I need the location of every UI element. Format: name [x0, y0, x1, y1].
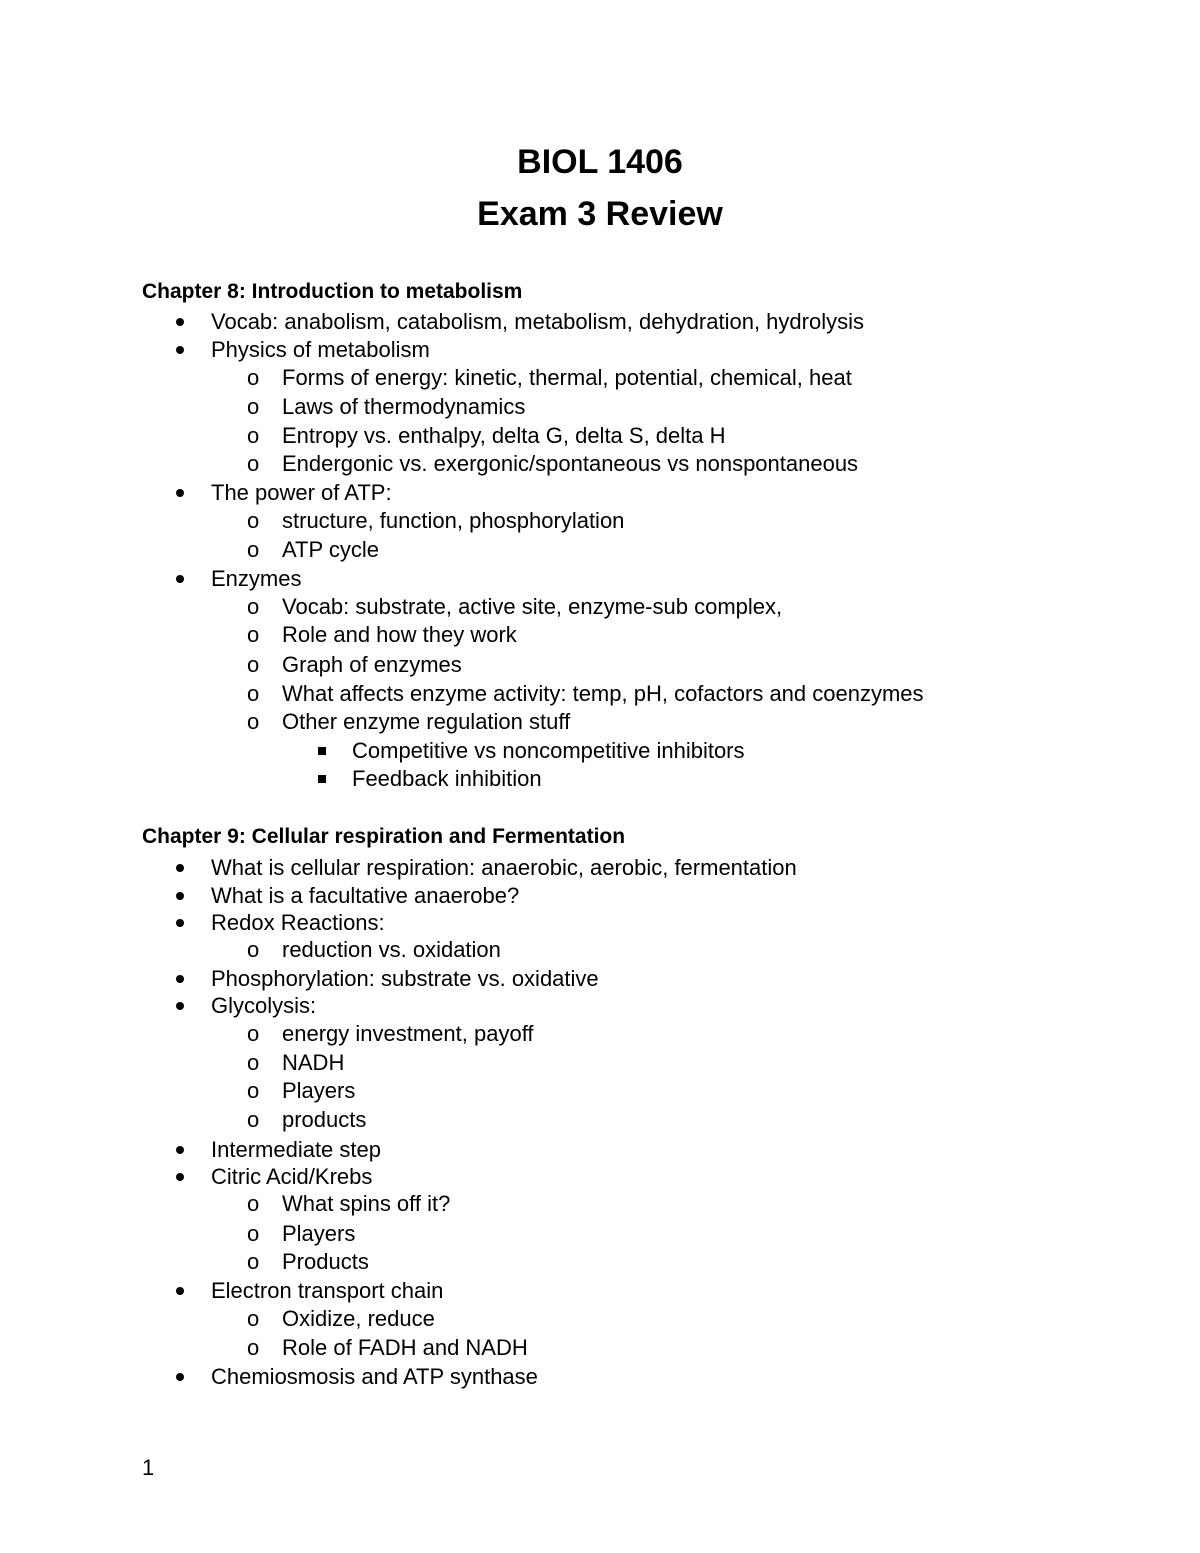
circle-bullet-icon: o — [247, 1306, 260, 1331]
list-item: Citric Acid/Krebs — [211, 1164, 373, 1189]
list-item: structure, function, phosphorylation — [282, 508, 625, 533]
circle-bullet-icon: o — [247, 652, 260, 677]
list-item: energy investment, payoff — [282, 1021, 534, 1046]
list-item: Graph of enzymes — [282, 652, 462, 677]
circle-bullet-icon: o — [247, 937, 260, 962]
list-item: Products — [282, 1249, 369, 1274]
list-item: Feedback inhibition — [352, 766, 542, 791]
list-item: Chemiosmosis and ATP synthase — [211, 1364, 538, 1389]
list-item: products — [282, 1107, 367, 1132]
list-item: Oxidize, reduce — [282, 1306, 435, 1331]
list-item: Players — [282, 1221, 356, 1246]
circle-bullet-icon: o — [247, 622, 260, 647]
list-item: What affects enzyme activity: temp, pH, cofactors and coenzymes — [282, 681, 924, 706]
circle-bullet-icon: o — [247, 709, 260, 734]
circle-bullet-icon: o — [247, 394, 260, 419]
list-item: Other enzyme regulation stuff — [282, 709, 571, 734]
circle-bullet-icon: o — [247, 537, 260, 562]
list-item: What is cellular respiration: anaerobic, aerobic, fermentation — [211, 855, 797, 880]
list-item: What spins off it? — [282, 1191, 451, 1216]
list-item: Entropy vs. enthalpy, delta G, delta S, delta H — [282, 423, 726, 448]
list-item: Redox Reactions: — [211, 910, 385, 935]
circle-bullet-icon: o — [247, 1078, 260, 1103]
chapter-9-heading: Chapter 9: Cellular respiration and Fermentation — [142, 825, 626, 848]
list-item: Intermediate step — [211, 1137, 381, 1162]
circle-bullet-icon: o — [247, 1050, 260, 1075]
circle-bullet-icon: o — [247, 451, 260, 476]
chapter-8-heading: Chapter 8: Introduction to metabolism — [142, 280, 523, 303]
list-item: Endergonic vs. exergonic/spontaneous vs nonspontaneous — [282, 451, 859, 476]
list-item: Laws of thermodynamics — [282, 394, 526, 419]
list-item: Competitive vs noncompetitive inhibitors — [352, 738, 745, 763]
circle-bullet-icon: o — [247, 1335, 260, 1360]
page-number: 1 — [142, 1455, 155, 1480]
circle-bullet-icon: o — [247, 1021, 260, 1046]
list-item: Forms of energy: kinetic, thermal, potential, chemical, heat — [282, 365, 852, 390]
list-item: The power of ATP: — [211, 480, 392, 505]
list-item: reduction vs. oxidation — [282, 937, 501, 962]
list-item: Physics of metabolism — [211, 337, 430, 362]
circle-bullet-icon: o — [247, 423, 260, 448]
list-item: Role of FADH and NADH — [282, 1335, 528, 1360]
circle-bullet-icon: o — [247, 1107, 260, 1132]
list-item: Glycolysis: — [211, 993, 317, 1018]
circle-bullet-icon: o — [247, 365, 260, 390]
circle-bullet-icon: o — [247, 1221, 260, 1246]
circle-bullet-icon: o — [247, 1249, 260, 1274]
list-item: Enzymes — [211, 566, 302, 591]
list-item: ATP cycle — [282, 537, 379, 562]
list-item: Phosphorylation: substrate vs. oxidative — [211, 966, 599, 991]
list-item: Role and how they work — [282, 622, 517, 647]
circle-bullet-icon: o — [247, 681, 260, 706]
document-subtitle: Exam 3 Review — [477, 195, 723, 233]
circle-bullet-icon: o — [247, 508, 260, 533]
circle-bullet-icon: o — [247, 594, 260, 619]
list-item: Electron transport chain — [211, 1278, 444, 1303]
list-item: Players — [282, 1078, 356, 1103]
list-item: What is a facultative anaerobe? — [211, 883, 520, 908]
list-item: Vocab: anabolism, catabolism, metabolism, dehydration, hydrolysis — [211, 309, 864, 334]
course-title: BIOL 1406 — [517, 143, 683, 181]
list-item: NADH — [282, 1050, 345, 1075]
circle-bullet-icon: o — [247, 1191, 260, 1216]
list-item: Vocab: substrate, active site, enzyme-sub complex, — [282, 594, 783, 619]
